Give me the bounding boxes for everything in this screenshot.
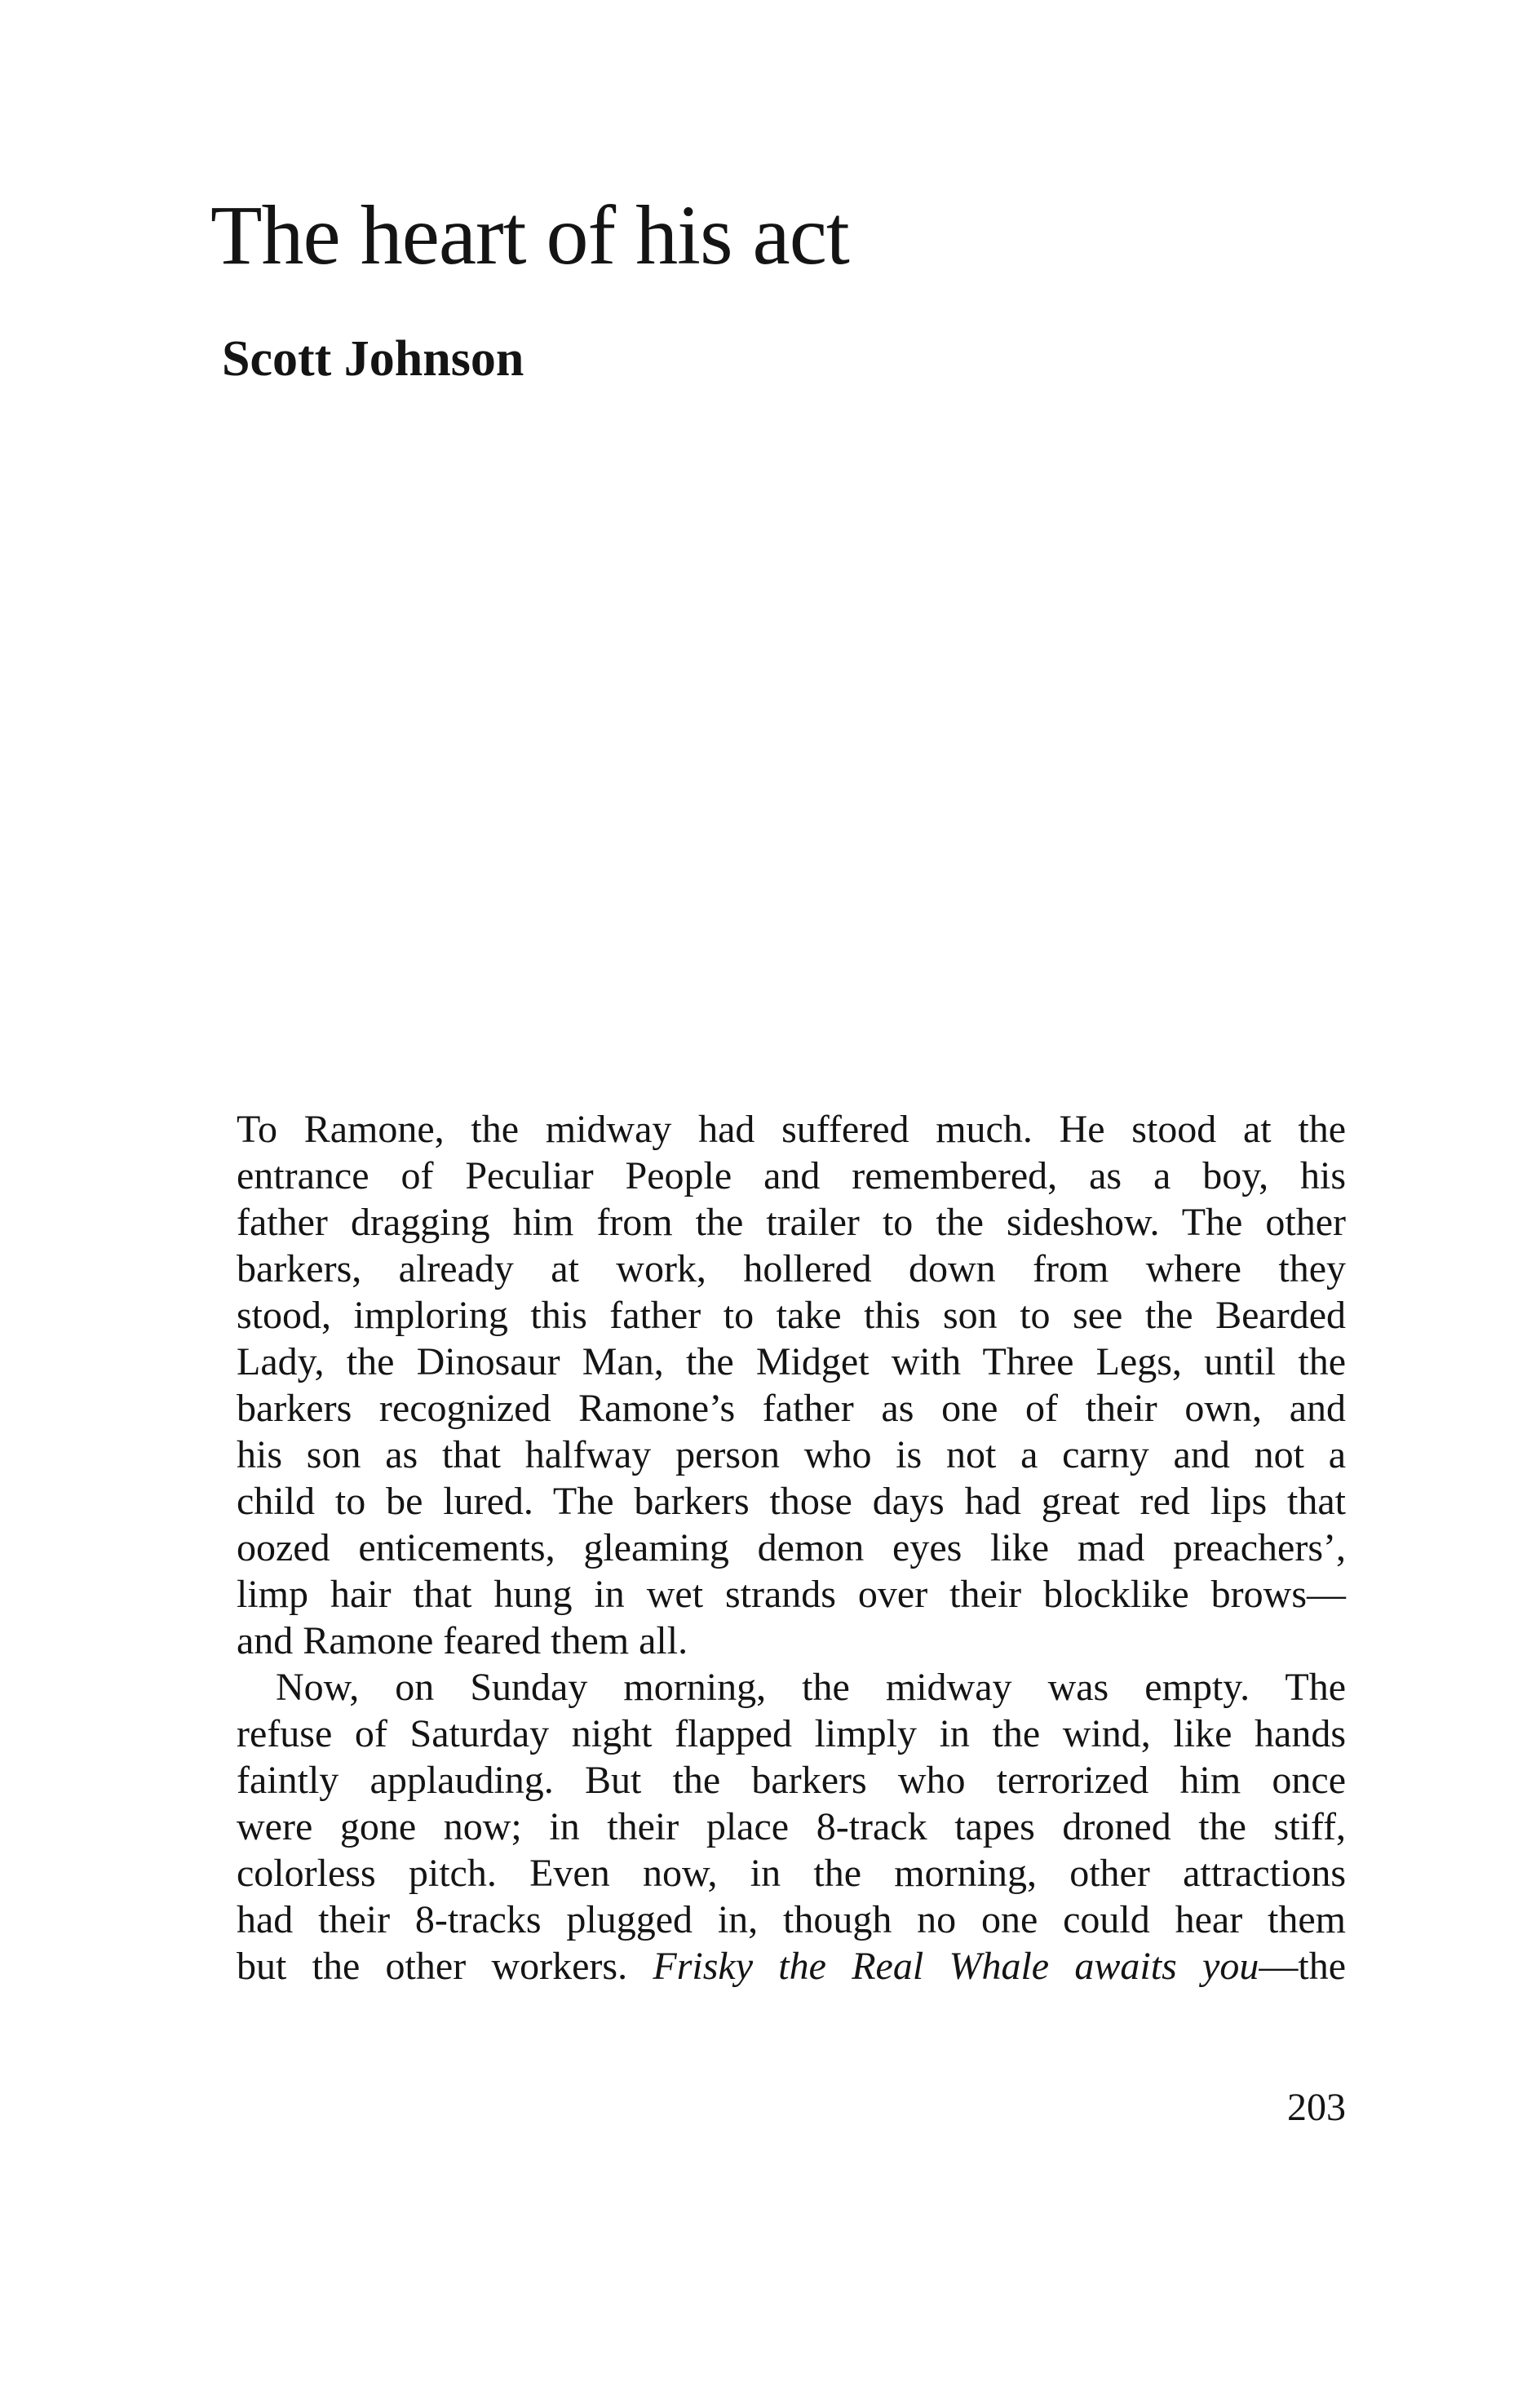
text-line: faintly applauding. But the barkers who terrorized him once <box>237 1759 1346 1802</box>
text-line-final <box>237 1943 1346 1990</box>
text-line: father dragging him from the trailer to the sideshow. The other <box>237 1201 1346 1244</box>
text-line: limp hair that hung in wet strands over their blocklike brows— <box>237 1573 1346 1616</box>
text-line: were gone now; in their place 8-track tapes droned the stiff, <box>237 1805 1346 1848</box>
chapter-title: The heart of his act <box>210 188 849 282</box>
page-number: 203 <box>1287 2086 1346 2129</box>
text-line: oozed enticements, gleaming demon eyes like mad preachers’, <box>237 1526 1346 1569</box>
body-text <box>237 1106 1346 1990</box>
text-line: colorless pitch. Even now, in the morning, other attractions <box>237 1852 1346 1895</box>
text-line: his son as that halfway person who is not a carny and not a <box>237 1433 1346 1476</box>
text-line: entrance of Peculiar People and remembered, as a boy, his <box>237 1154 1346 1197</box>
author-name: Scott Johnson <box>222 331 524 387</box>
text-line: stood, imploring this father to take this son to see the Bearded <box>237 1294 1346 1337</box>
text-line: barkers, already at work, hollered down from where they <box>237 1247 1346 1290</box>
final-line-tail: —the <box>1259 1945 1347 1988</box>
paragraph-end-line: and Ramone feared them all. <box>237 1619 688 1662</box>
text-line: child to be lured. The barkers those days had great red lips that <box>237 1480 1346 1523</box>
paragraph-first-line: Now, on Sunday morning, the midway was empty. The <box>276 1666 1346 1709</box>
final-line-plain: but the other workers. <box>237 1945 628 1988</box>
text-line: had their 8-tracks plugged in, though no one could hear them <box>237 1898 1346 1941</box>
text-line: refuse of Saturday night flapped limply in the wind, like hands <box>237 1712 1346 1755</box>
final-line-italic: Frisky the Real Whale awaits you <box>653 1945 1259 1988</box>
text-line: Lady, the Dinosaur Man, the Midget with Three Legs, until the <box>237 1340 1346 1383</box>
text-line: To Ramone, the midway had suffered much. He stood at the <box>237 1108 1346 1151</box>
text-line: barkers recognized Ramone’s father as one of their own, and <box>237 1387 1346 1430</box>
